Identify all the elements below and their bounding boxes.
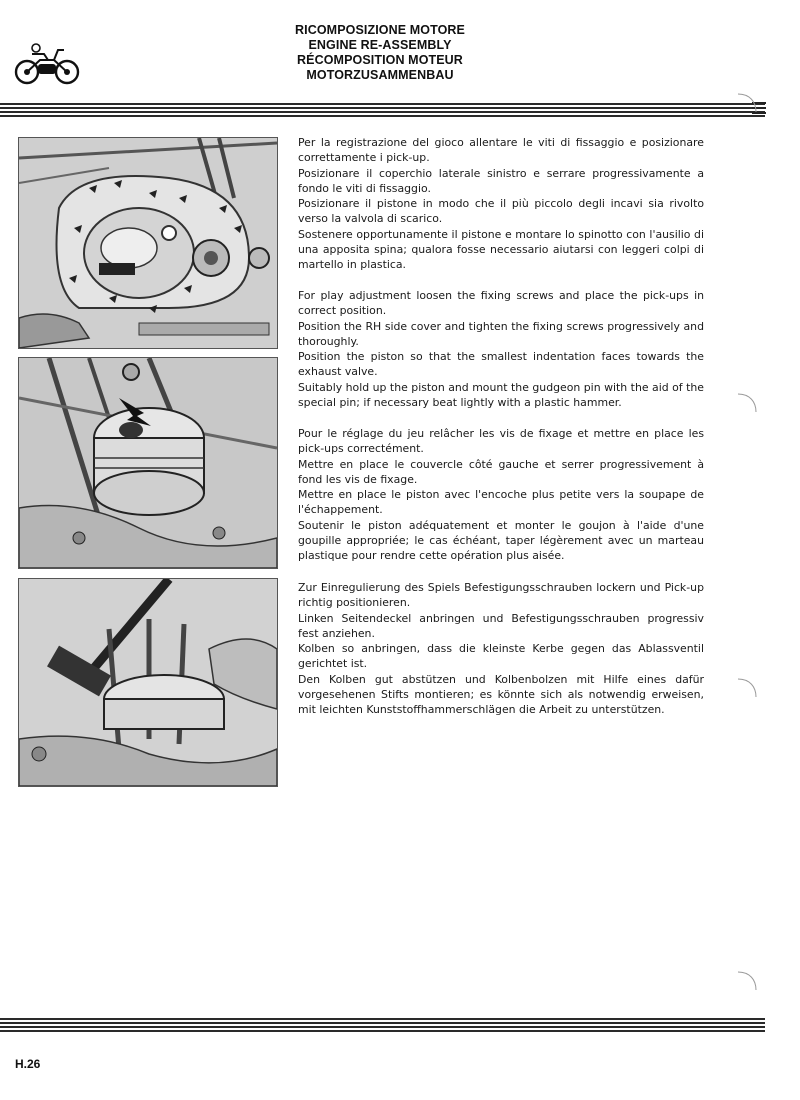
instruction-line: Position the RH side cover and tighten the fixing screws progressively and thoroughly. bbox=[298, 319, 704, 348]
french-instructions bbox=[298, 426, 704, 580]
instruction-line: Den Kolben gut abstützen und Kolbenbolzen mit Hilfe eines dafür vorgesehenen Stifts montieren; es könnte sich als notwendig erweisen, mit leichten Kunststoffhammerschlägen die Arbeit zu unterstützen. bbox=[298, 672, 704, 717]
page-number: H.26 bbox=[15, 1057, 41, 1071]
instruction-line: Kolben so anbringen, dass die kleinste Kerbe gegen das Ablassventil gerichtet ist. bbox=[298, 642, 704, 671]
piston-illustration-icon bbox=[19, 358, 277, 568]
instruction-line: Pour le réglage du jeu relâcher les vis de fixage et mettre en place les pick-ups correctément. bbox=[298, 427, 704, 456]
binder-hole-mark-icon bbox=[736, 675, 760, 711]
binder-hole-mark-icon bbox=[736, 968, 760, 1004]
instruction-line: Suitably hold up the piston and mount the gudgeon pin with the aid of the special pin; if necessary beat lightly with a plastic hammer. bbox=[298, 380, 704, 410]
instruction-line: Posizionare il pistone in modo che il più piccolo degli incavi sia rivolto verso la valvola di scarico. bbox=[298, 197, 704, 226]
title-french: RÉCOMPOSITION MOTEUR bbox=[297, 53, 463, 67]
engine-side-cover-photo bbox=[18, 137, 278, 349]
header-rule bbox=[0, 103, 765, 121]
title-italian: RICOMPOSIZIONE MOTORE bbox=[295, 23, 465, 37]
instruction-line: Mettre en place le couvercle côté gauche et serrer progressivement à fond les vis de fixage. bbox=[298, 457, 704, 486]
instruction-line: Linken Seitendeckel anbringen und Befestigungsschrauben progressiv fest anziehen. bbox=[298, 611, 704, 640]
instruction-line: Position the piston so that the smallest indentation faces towards the exhaust valve. bbox=[298, 350, 704, 379]
instruction-line: Mettre en place le piston avec l'encoche plus petite vers la soupape de l'échappement. bbox=[298, 488, 704, 517]
italian-instructions bbox=[298, 135, 704, 289]
gudgeon-pin-hammer-photo bbox=[18, 578, 278, 787]
instruction-line: Per la registrazione del gioco allentare le viti di fissaggio e posizionare correttamente i pick-up. bbox=[298, 136, 704, 165]
instruction-line: For play adjustment loosen the fixing screws and place the pick-ups in correct position. bbox=[298, 289, 704, 318]
binder-hole-mark-icon bbox=[736, 90, 760, 126]
instruction-line: Zur Einregulierung des Spiels Befestigungsschrauben lockern und Pick-up richtig positionieren. bbox=[298, 581, 704, 610]
engine-cover-illustration-icon bbox=[19, 138, 277, 348]
footer-rule bbox=[0, 1018, 765, 1036]
hammer-illustration-icon bbox=[19, 579, 277, 786]
piston-position-photo bbox=[18, 357, 278, 569]
title-english: ENGINE RE-ASSEMBLY bbox=[308, 38, 452, 52]
german-instructions bbox=[298, 580, 704, 734]
instruction-line: Sostenere opportunamente il pistone e montare lo spinotto con l'ausilio di una apposita spina; qualora fosse necessario aiutarsi con leggeri colpi di martello in plastica. bbox=[298, 227, 704, 272]
binder-hole-mark-icon bbox=[736, 390, 760, 426]
instruction-line: Soutenir le piston adéquatement et monter le goujon à l'aide d'une goupille appropriée; le cas échéant, taper légèrement avec un marteau plastique pour rendre cette opération plus aisée. bbox=[298, 518, 704, 563]
title-german: MOTORZUSAMMENBAU bbox=[306, 68, 454, 82]
english-instructions bbox=[298, 288, 704, 426]
page-title bbox=[230, 23, 530, 83]
motorcycle-logo-icon bbox=[14, 40, 80, 86]
instruction-line: Posizionare il coperchio laterale sinistro e serrare progressivamente a fondo le viti di fissaggio. bbox=[298, 166, 704, 195]
